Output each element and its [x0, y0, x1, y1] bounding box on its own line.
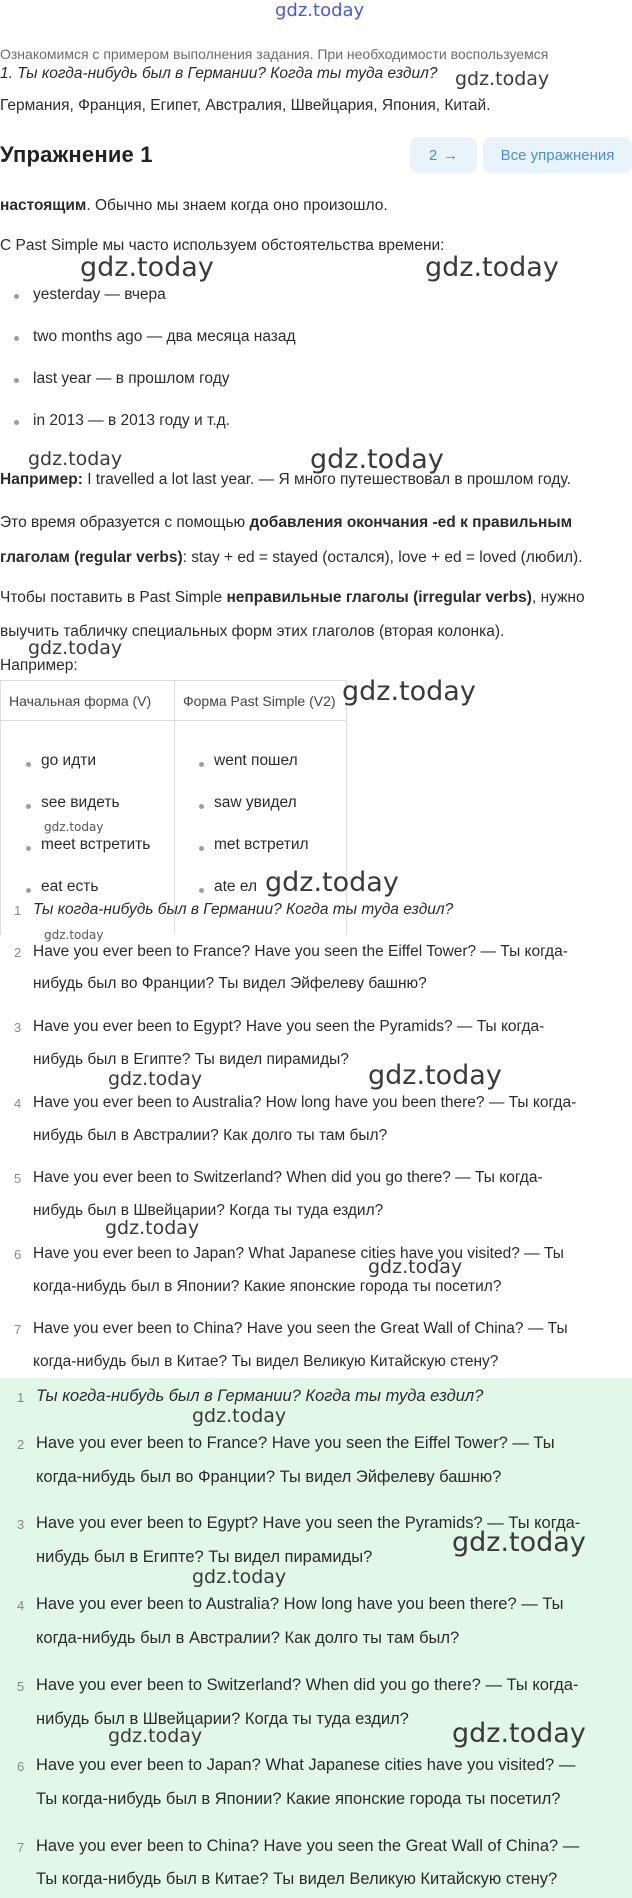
answer-line: Have you ever been to China? Have you seen the Great Wall of China? — [36, 1837, 580, 1855]
table-header-past-form: Форма Past Simple (V2) [175, 681, 347, 721]
watermark: gdz.today [192, 1566, 287, 1588]
intro-question: 1. Ты когда-нибудь был в Германии? Когда ты туда ездил? [0, 65, 438, 82]
answer-number: 4 [17, 1598, 25, 1613]
watermark: gdz.today [310, 444, 444, 475]
watermark: gdz.today [452, 1527, 586, 1558]
answer-line: Have you ever been to Switzerland? When did you go there? — Ты когда- [36, 1676, 579, 1694]
watermark: gdz.today [28, 448, 123, 470]
bullet-dot [26, 804, 31, 809]
past-form-item: ate ел [214, 878, 258, 895]
answer-line: Ты когда-нибудь был в Германии? Когда ты туда ездил? [33, 901, 454, 918]
theory-bold-present: настоящим [0, 197, 87, 214]
table-header-base-form: Начальная форма (V) [1, 681, 175, 721]
answer-number: 5 [17, 1679, 25, 1694]
site-link[interactable]: gdz.today [275, 0, 365, 21]
irregular-verbs-label: неправильные глаголы (irregular verbs) [226, 589, 532, 606]
regular-verbs-label: глаголам (regular verbs) [0, 549, 183, 566]
time-marker-item: in 2013 — в 2013 году и т.д. [33, 412, 230, 429]
base-form-item: meet встретить [41, 836, 151, 853]
past-form-item: saw увидел [214, 794, 297, 811]
irregular-line-2: выучить табличку специальных форм этих глаголов (вторая колонка). [0, 623, 505, 640]
answer-line: Ты когда-нибудь был в Китае? Ты видел Великую Китайскую стену? [36, 1870, 558, 1888]
time-marker-item: yesterday — вчера [33, 286, 166, 303]
bullet-dot [199, 762, 204, 767]
answer-number: 7 [14, 1322, 22, 1337]
example-label: Например: [0, 471, 83, 488]
formation-line-2 [0, 548, 583, 568]
all-exercises-button[interactable]: Все упражнения [483, 137, 632, 173]
formation-line-1 [0, 513, 572, 533]
bullet-dot [14, 294, 19, 299]
bullet-dot [14, 336, 19, 341]
example-label-2: Например: [0, 657, 78, 674]
irregular-line-1 [0, 588, 585, 608]
irregular-start: Чтобы поставить в Past Simple [0, 589, 227, 606]
formation-bold: добавления окончания -ed к правильным [249, 514, 573, 531]
countries-list: Германия, Франция, Египет, Австралия, Швейцария, Япония, Китай. [0, 97, 491, 114]
watermark: gdz.today [342, 676, 476, 707]
answer-number: 2 [14, 945, 22, 960]
answer-line: нибудь был во Франции? Ты видел Эйфелеву башню? [33, 975, 427, 992]
example-text: I travelled a lot last year. — Я много путешествовал в прошлом году. [82, 471, 571, 488]
answer-line: нибудь был в Швейцарии? Когда ты туда ездил? [36, 1710, 409, 1728]
answer-line: Have you ever been to Egypt? Have you seen the Pyramids? — Ты когда- [33, 1018, 545, 1035]
bullet-dot [199, 846, 204, 851]
answer-number: 7 [17, 1840, 25, 1855]
answer-number: 1 [17, 1390, 25, 1405]
answer-line: Have you ever been to Australia? How long have you been there? — Ты когда- [33, 1094, 577, 1111]
answer-line: Have you ever been to France? Have you seen the Eiffel Tower? — Ты когда- [33, 943, 568, 960]
watermark: gdz.today [80, 252, 214, 283]
answer-line: Have you ever been to China? Have you seen the Great Wall of China? — Ты [33, 1320, 568, 1337]
formation-examples: : stay + ed = stayed (остался), love + ed = loved (любил). [182, 549, 583, 566]
arrow-right-icon: → [443, 146, 459, 164]
watermark: gdz.today [108, 1725, 203, 1747]
answer-line: когда-нибудь был в Японии? Какие японские города ты посетил? [33, 1278, 502, 1295]
next-exercise-number: 2 [428, 146, 438, 164]
answer-number: 3 [17, 1517, 25, 1532]
next-exercise-button[interactable] [410, 137, 477, 173]
answer-line: Ты когда-нибудь был в Германии? Когда ты туда ездил? [36, 1387, 484, 1405]
past-form-item: met встретил [214, 836, 309, 853]
time-marker-item: two months ago — два месяца назад [33, 328, 296, 345]
answer-line: нибудь был в Египте? Ты видел пирамиды? [36, 1548, 373, 1566]
answer-number: 6 [14, 1247, 22, 1262]
answer-number: 5 [14, 1171, 22, 1186]
answer-line: нибудь был в Австралии? Как долго ты там был? [33, 1127, 388, 1144]
answer-line: когда-нибудь был в Китае? Ты видел Великую Китайскую стену? [33, 1353, 499, 1370]
answer-line: нибудь был в Швейцарии? Когда ты туда ездил? [33, 1202, 384, 1219]
watermark: gdz.today [368, 1256, 463, 1278]
base-form-item: go идти [41, 752, 97, 769]
time-marker-item: last year — в прошлом году [33, 370, 230, 387]
answer-line: когда-нибудь был во Франции? Ты видел Эйфелеву башню? [36, 1468, 502, 1486]
bullet-dot [199, 804, 204, 809]
answer-line: нибудь был в Египте? Ты видел пирамиды? [33, 1051, 349, 1068]
watermark: gdz.today [452, 1718, 586, 1749]
answer-line: Have you ever been to France? Have you seen the Eiffel Tower? — Ты [36, 1434, 555, 1452]
watermark: gdz.today [108, 1068, 203, 1090]
answer-number: 6 [17, 1759, 25, 1774]
watermark: gdz.today [44, 928, 104, 942]
base-form-item: see видеть [41, 794, 120, 811]
watermark: gdz.today [265, 867, 399, 898]
example-sentence [0, 470, 571, 490]
theory-line-1-rest: . Обычно мы знаем когда оно произошло. [86, 197, 388, 214]
watermark: gdz.today [455, 68, 550, 90]
theory-line-1 [0, 196, 388, 216]
watermark: gdz.today [28, 637, 123, 659]
bullet-dot [26, 762, 31, 767]
answer-line: Have you ever been to Australia? How long have you been there? — Ты [36, 1595, 564, 1613]
watermark: gdz.today [192, 1405, 287, 1427]
exercise-title: Упражнение 1 [0, 142, 153, 167]
bullet-dot [199, 888, 204, 893]
answer-line: Have you ever been to Japan? What Japanese cities have you visited? — [36, 1756, 576, 1774]
watermark: gdz.today [368, 1060, 502, 1091]
watermark: gdz.today [425, 252, 559, 283]
answer-line: Ты когда-нибудь был в Японии? Какие японские города ты посетил? [36, 1790, 561, 1808]
base-form-item: eat есть [41, 878, 99, 895]
answer-line: Have you ever been to Egypt? Have you seen the Pyramids? — Ты когда- [36, 1514, 581, 1532]
bullet-dot [26, 888, 31, 893]
bullet-dot [14, 378, 19, 383]
answer-number: 1 [14, 903, 22, 918]
answer-number: 2 [17, 1437, 25, 1452]
formation-start: Это время образуется с помощью [0, 514, 250, 531]
bullet-dot [26, 846, 31, 851]
theory-line-2: С Past Simple мы часто используем обстоятельства времени: [0, 237, 445, 254]
answer-line: когда-нибудь был в Австралии? Как долго ты там был? [36, 1629, 460, 1647]
bullet-dot [14, 420, 19, 425]
past-form-item: went пошел [214, 752, 298, 769]
irregular-end: , нужно [531, 589, 585, 606]
answer-line: Have you ever been to Switzerland? When did you go there? — Ты когда- [33, 1169, 543, 1186]
answer-number: 3 [14, 1020, 22, 1035]
answer-number: 4 [14, 1096, 22, 1111]
watermark: gdz.today [44, 820, 104, 834]
answer-line: Have you ever been to Japan? What Japanese cities have you visited? — Ты [33, 1245, 564, 1262]
intro-text: Ознакомимся с примером выполнения задания. При необходимости воспользуемся [0, 46, 549, 62]
watermark: gdz.today [105, 1217, 200, 1239]
